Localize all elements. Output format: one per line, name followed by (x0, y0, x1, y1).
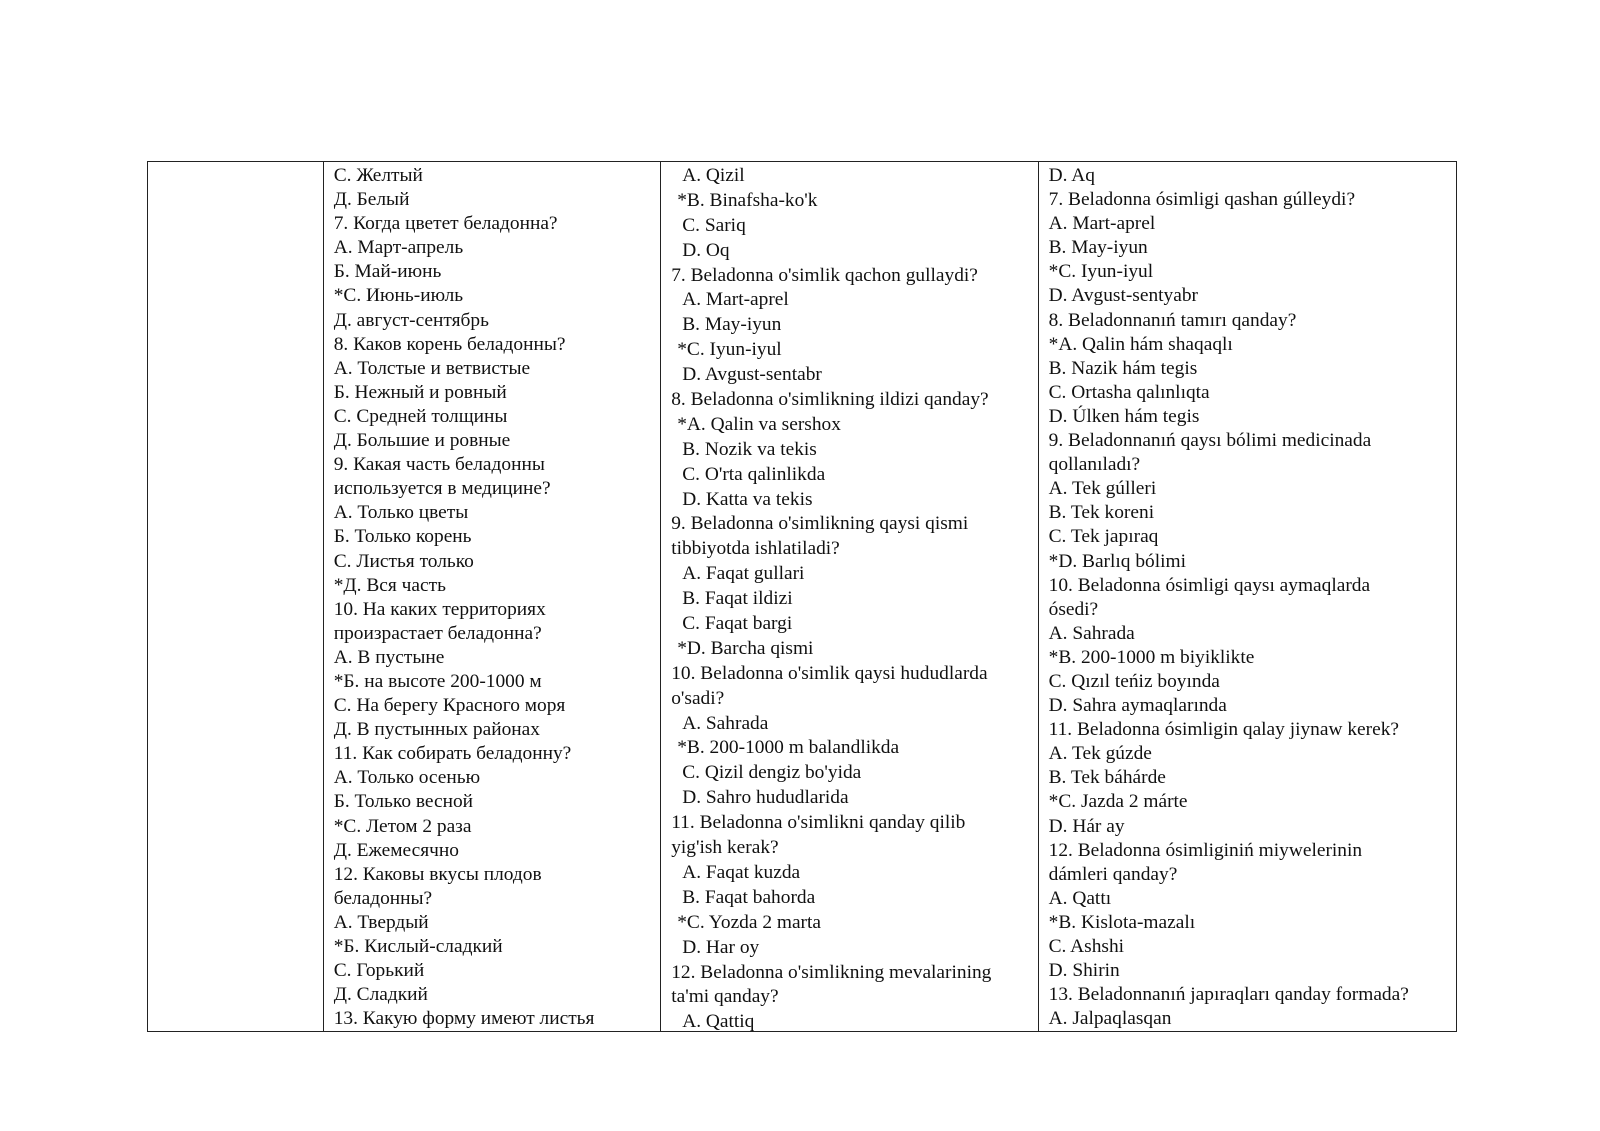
karakalpak-line: qollanıladı? (1048, 454, 1141, 476)
russian-line: А. Только осенью (333, 767, 481, 789)
karakalpak-line: A. Sahrada (1048, 622, 1135, 644)
russian-line: беладонны? (333, 887, 433, 909)
uzbek-line: A. Qattiq (682, 1011, 755, 1031)
uzbek-line: C. Faqat bargi (682, 613, 793, 635)
russian-line: 8. Каков корень беладонны? (333, 333, 566, 355)
russian-line: Б. Май-июнь (333, 261, 442, 283)
karakalpak-line: A. Qattı (1048, 887, 1112, 909)
russian-line: Д. В пустынных районах (333, 719, 540, 741)
uzbek-line: yig'ish kerak? (671, 837, 779, 859)
russian-line: 13. Какую форму имеют листья (333, 1008, 595, 1030)
russian-line: используется в медицине? (333, 478, 551, 500)
karakalpak-line: A. Mart-aprel (1048, 213, 1156, 235)
karakalpak-line: D. Shirin (1048, 960, 1120, 982)
karakalpak-line: 10. Beladonna ósimligi qaysı aymaqlarda (1048, 574, 1371, 596)
russian-line: Д. август-сентябрь (333, 309, 489, 331)
russian-column (324, 162, 661, 1031)
karakalpak-line: D. Hár ay (1048, 815, 1125, 837)
russian-line: *С. Летом 2 раза (333, 815, 472, 837)
russian-line: Д. Сладкий (333, 984, 428, 1006)
karakalpak-line: A. Tek gúzde (1048, 743, 1152, 765)
uzbek-line: o'sadi? (671, 687, 725, 709)
uzbek-line: A. Qizil (682, 165, 745, 186)
russian-line: 10. На каких территориях (333, 598, 546, 620)
russian-line: 9. Какая часть беладонны (333, 454, 545, 476)
karakalpak-line: C. Ortasha qalınlıqta (1048, 381, 1210, 403)
russian-line: Д. Белый (333, 189, 410, 211)
russian-line: 7. Когда цветет беладонна? (333, 213, 558, 235)
karakalpak-line: *D. Barlıq bólimi (1048, 550, 1186, 572)
uzbek-line: D. Oq (682, 239, 730, 261)
karakalpak-line: C. Tek japıraq (1048, 526, 1159, 548)
karakalpak-line: C. Qızıl teńiz boyında (1048, 670, 1220, 692)
quiz-table (147, 161, 1457, 1032)
russian-line: 11. Как собирать беладонну? (333, 743, 572, 765)
karakalpak-line: ósedi? (1048, 598, 1099, 620)
karakalpak-line: *B. Kislota-mazalı (1048, 911, 1196, 933)
karakalpak-line: C. Ashshi (1048, 936, 1125, 957)
karakalpak-line: 12. Beladonna ósimliginiń miywelerinin (1048, 839, 1363, 861)
russian-line: Б. Только корень (333, 526, 472, 548)
uzbek-line: B. Faqat bahorda (682, 886, 816, 908)
uzbek-column (661, 162, 1038, 1031)
russian-line: А. Толстые и ветвистые (333, 357, 531, 379)
russian-line: А. Твердый (333, 911, 429, 933)
russian-line: С. Горький (333, 960, 425, 982)
uzbek-line: A. Sahrada (682, 712, 769, 734)
uzbek-line: B. Faqat ildizi (682, 588, 793, 610)
russian-line: произрастает беладонна? (333, 622, 542, 644)
uzbek-line: *B. 200-1000 m balandlikda (677, 737, 900, 759)
russian-line: *Б. Кислый-сладкий (333, 936, 503, 957)
uzbek-line: D. Katta va tekis (682, 488, 813, 510)
karakalpak-line: 7. Beladonna ósimligi qashan gúlleydi? (1048, 189, 1356, 211)
russian-line: Д. Ежемесячно (333, 839, 459, 861)
karakalpak-line: 8. Beladonnanıń tamırı qanday? (1048, 309, 1297, 331)
karakalpak-line: D. Sahra aymaqlarında (1048, 695, 1227, 717)
karakalpak-line: *C. Jazda 2 márte (1048, 791, 1188, 813)
russian-line: С. На берегу Красного моря (333, 695, 566, 717)
uzbek-line: *D. Barcha qismi (677, 637, 814, 659)
uzbek-line: *C. Iyun-iyul (677, 339, 782, 361)
uzbek-line: ta'mi qanday? (671, 986, 779, 1008)
uzbek-line: 7. Beladonna o'simlik qachon gullaydi? (671, 264, 978, 286)
karakalpak-line: D. Avgust-sentyabr (1048, 285, 1198, 307)
russian-line: *Б. на высоте 200-1000 м (333, 670, 542, 692)
karakalpak-line: D. Úlken hám tegis (1048, 405, 1200, 427)
uzbek-line: A. Mart-aprel (682, 289, 789, 311)
russian-line: С. Листья только (333, 550, 474, 572)
karakalpak-line: B. Tek báhárde (1048, 767, 1166, 789)
russian-line: Д. Большие и ровные (333, 430, 511, 452)
karakalpak-line: D. Aq (1048, 165, 1095, 186)
russian-line: *Д. Вся часть (333, 574, 446, 596)
russian-line: А. В пустыне (333, 646, 445, 668)
uzbek-line: B. May-iyun (682, 314, 782, 336)
uzbek-line: C. Sariq (682, 214, 746, 236)
karakalpak-line: *C. Iyun-iyul (1048, 261, 1154, 283)
uzbek-line: tibbiyotda ishlatiladi? (671, 538, 840, 560)
uzbek-line: D. Sahro hududlarida (682, 787, 849, 809)
uzbek-line: *C. Yozda 2 marta (677, 911, 822, 933)
russian-line: А. Только цветы (333, 502, 469, 524)
karakalpak-line: 9. Beladonnanıń qaysı bólimi medicinada (1048, 430, 1372, 452)
uzbek-line: A. Faqat gullari (682, 563, 805, 585)
karakalpak-line: B. Nazik hám tegis (1048, 357, 1198, 379)
karakalpak-line: 13. Beladonnanıń japıraqları qanday formada? (1048, 984, 1409, 1006)
karakalpak-line: dámleri qanday? (1048, 863, 1178, 885)
russian-line: 12. Каковы вкусы плодов (333, 863, 542, 885)
russian-line: А. Март-апрель (333, 237, 464, 259)
empty-column (148, 162, 324, 1031)
uzbek-line: C. Qizil dengiz bo'yida (682, 762, 862, 784)
uzbek-line: B. Nozik va tekis (682, 438, 817, 460)
russian-line: С. Средней толщины (333, 405, 508, 427)
russian-line: Б. Нежный и ровный (333, 381, 507, 403)
uzbek-line: A. Faqat kuzda (682, 861, 801, 883)
karakalpak-line: *B. 200-1000 m biyiklikte (1048, 646, 1255, 668)
karakalpak-column (1039, 162, 1456, 1031)
karakalpak-line: A. Tek gúlleri (1048, 478, 1157, 500)
russian-line: *С. Июнь-июль (333, 285, 464, 307)
karakalpak-line: B. Tek koreni (1048, 502, 1155, 524)
uzbek-line: 8. Beladonna o'simlikning ildizi qanday? (671, 389, 989, 411)
uzbek-line: D. Avgust-sentabr (682, 364, 822, 386)
uzbek-line: C. O'rta qalinlikda (682, 463, 826, 485)
uzbek-line: 10. Beladonna o'simlik qaysi hududlarda (671, 662, 988, 684)
uzbek-line: *A. Qalin va sershox (677, 413, 841, 435)
russian-line: С. Желтый (333, 165, 423, 186)
karakalpak-line: A. Jalpaqlasqan (1048, 1008, 1172, 1030)
uzbek-line: *B. Binafsha-ko'k (677, 189, 818, 211)
uzbek-line: 12. Beladonna o'simlikning mevalarining (671, 961, 992, 983)
karakalpak-line: B. May-iyun (1048, 237, 1148, 259)
uzbek-line: 11. Beladonna o'simlikni qanday qilib (671, 812, 966, 834)
uzbek-line: 9. Beladonna o'simlikning qaysi qismi (671, 513, 969, 535)
karakalpak-line: 11. Beladonna ósimligin qalay jiynaw kerek? (1048, 719, 1400, 741)
uzbek-line: D. Har oy (682, 936, 760, 958)
russian-line: Б. Только весной (333, 791, 474, 813)
karakalpak-line: *A. Qalin hám shaqaqlı (1048, 333, 1233, 355)
